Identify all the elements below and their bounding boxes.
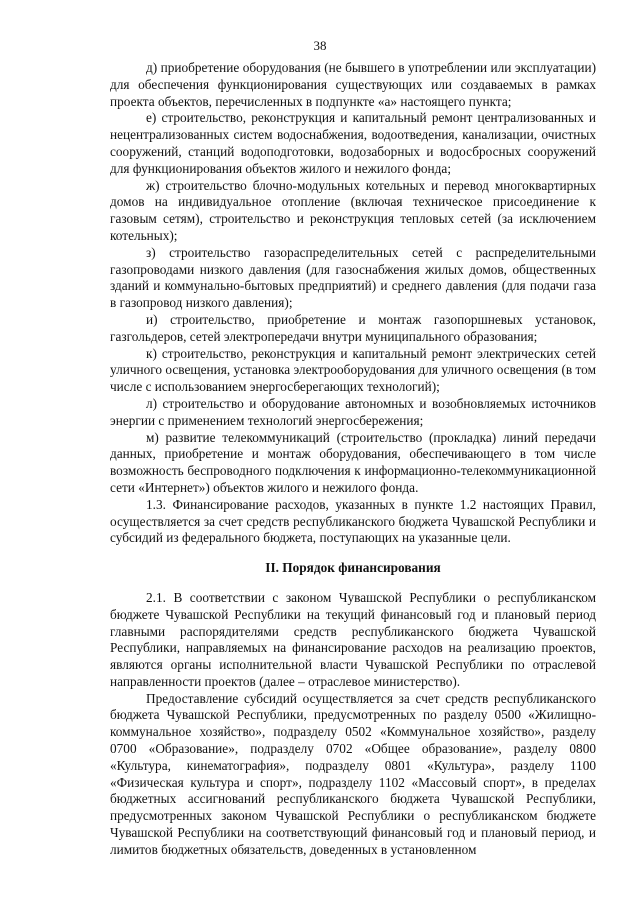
list-item-z: з) строительство газораспределительных сетей с распределительными газопроводами низкого давления (для газоснабжения жилых домов, общественных зданий и коммунально-бытовых предприятий) и среднего давления (для подачи газа в газопровод низкого давления); [110, 244, 596, 311]
list-item-d: д) приобретение оборудования (не бывшего в употреблении или эксплуатации) для обеспечения функционирования существующих или создаваемых в рамках проекта объектов, перечисленных в подпункте «а» настоящего пункта; [110, 60, 596, 109]
list-item-m: м) развитие телекоммуникаций (строительство (прокладка) линий передачи данных, приобретение и монтаж оборудования, обеспечивающего в том числе возможность беспроводного подключения к информационно-телекоммуникационной сети «Интернет») объектов жилого и нежилого фонда. [110, 429, 596, 495]
list-item-l: л) строительство и оборудование автономных и возобновляемых источников энергии с применением технологий энергосбережения; [110, 395, 596, 428]
list-item-zh: ж) строительство блочно-модульных котельных и перевод многоквартирных домов на индивидуальное отопление (включая техническое присоединение к газовым сетям), строительство и реконструкция тепловых сетей (за исключением котельных); [110, 177, 596, 243]
list-item-k: к) строительство, реконструкция и капитальный ремонт электрических сетей уличного освещения, установка электрооборудования для уличного освещения (в том числе с использованием энергосберегающих технологий); [110, 345, 596, 395]
section-heading: II. Порядок финансирования [265, 560, 441, 576]
page-number: 38 [313, 38, 327, 53]
list-item-i: и) строительство, приобретение и монтаж газопоршневых установок, газгольдеров, сетей электропередачи внутри муниципального образования; [110, 311, 596, 344]
paragraph-subsidies: Предоставление субсидий осуществляется за счет средств республиканского бюджета Чувашской Республики, предусмотренных по разделу 0500 «Жилищно-коммунальное хозяйство», подразделу 0502 «Коммунальное хозяйство», разделу 0700 «Образование», подразделу 0702 «Общее образование», разделу 0800 «Культура, кинематография», подразделу 0801 «Культура», разделу 1100 «Физическая культура и спорт», подразделу 1102 «Массовый спорт», в пределах бюджетных ассигнований республиканского бюджета Чувашской Республики, предусмотренных законом Чувашской Республики о республиканском бюджете Чувашской Республики на соответствующий финансовый год и плановый период, и лимитов бюджетных обязательств, доведенных в установленном [110, 690, 596, 857]
list-item-e: е) строительство, реконструкция и капитальный ремонт централизованных и нецентрализованных систем водоснабжения, водоотведения, канализации, очистных сооружений, станций водоподготовки, водозаборных и водосбросных сооружений для функционирования объектов жилого и нежилого фонда; [110, 110, 596, 176]
paragraph-1-3: 1.3. Финансирование расходов, указанных в пункте 1.2 настоящих Правил, осуществляется за счет средств республиканского бюджета Чувашской Республики и субсидий из федерального бюджета, поступающих на указанные цели. [110, 496, 596, 546]
paragraph-2-1: 2.1. В соответствии с законом Чувашской Республики о республиканском бюджете Чувашской Республики на текущий финансовый год и плановый период главными распорядителями средств республиканского бюджета Чувашской Республики, направляемых на финансирование расходов на реализацию проектов, являются органы исполнительной власти Чувашской Республики по отраслевой направленности проектов (далее – отраслевое министерство). [110, 589, 596, 689]
document-body [110, 60, 596, 859]
